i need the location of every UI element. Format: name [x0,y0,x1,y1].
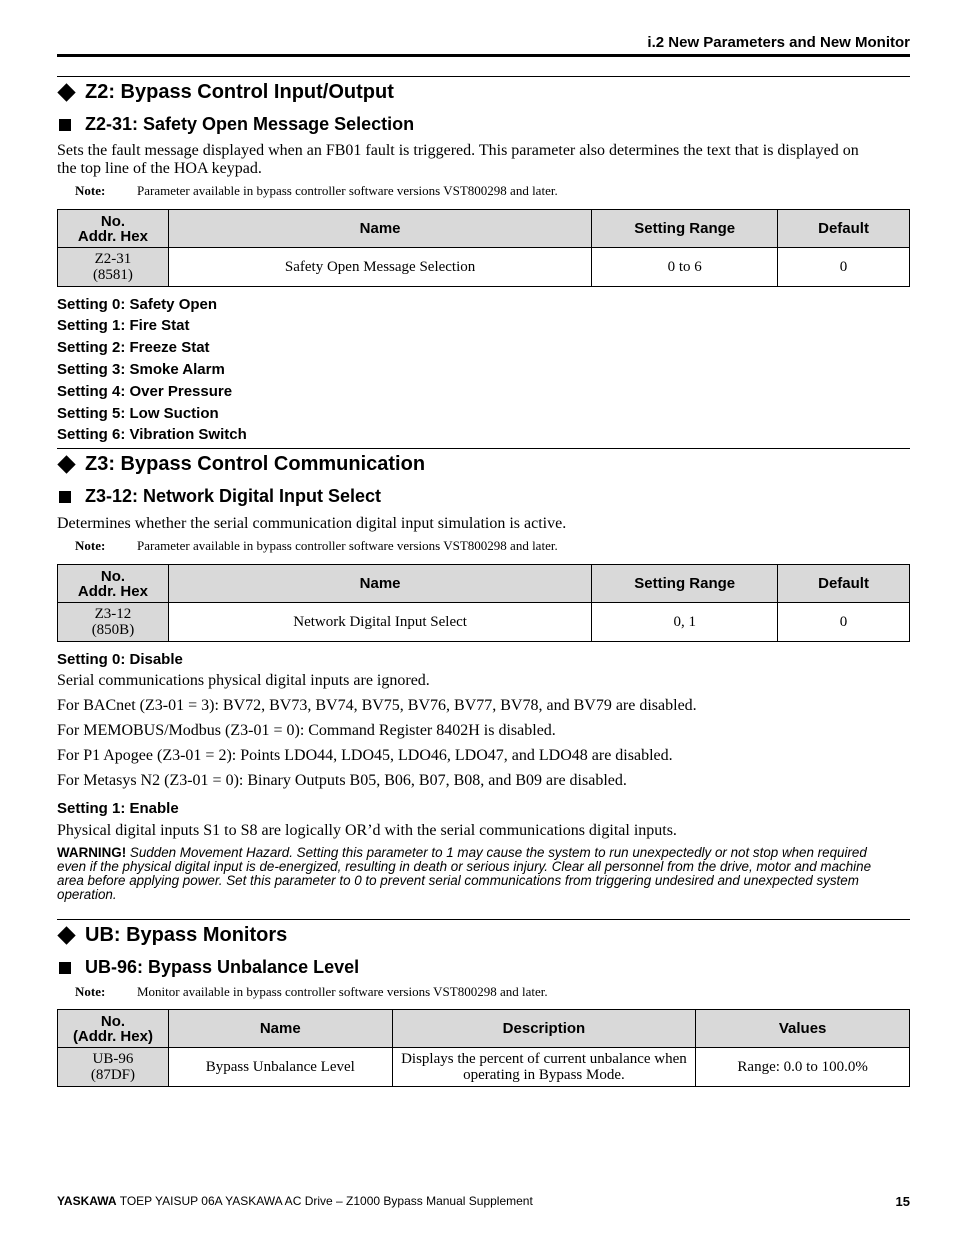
setting-0-line: For P1 Apogee (Z3-01 = 2): Points LDO44, LDO45, LDO46, LDO47, and LDO48 are disabled. [57,747,673,764]
setting-4: Setting 4: Over Pressure [57,383,233,400]
col-header-name: Name [168,1010,392,1048]
note-label: Note: [75,984,106,999]
z3-12-description: Determines whether the serial communication digital input simulation is active. [57,515,567,532]
section-title: UB: Bypass Monitors [85,924,288,946]
cell-name: Network Digital Input Select [168,603,591,642]
setting-1: Setting 1: Fire Stat [57,317,190,334]
note-label: Note: [75,183,106,198]
cell-no: UB-96 (87DF) [58,1048,169,1087]
section-title: Z2: Bypass Control Input/Output [85,81,394,103]
diamond-bullet-icon [57,83,75,101]
note-text: Parameter available in bypass controller software versions VST800298 and later. [137,183,558,198]
page-number: 15 [895,1194,910,1209]
cell-no: Z3-12 (850B) [58,603,169,642]
setting-5: Setting 5: Low Suction [57,405,219,422]
note-label: Note: [75,538,106,553]
subsection-title: Z3-12: Network Digital Input Select [85,486,382,506]
cell-range: 0 to 6 [592,248,778,287]
col-header-no: No. Addr. Hex [58,565,169,603]
col-header-default: Default [778,210,910,248]
cell-description: Displays the percent of current unbalance when operating in Bypass Mode. [392,1048,696,1087]
setting-0-line: For MEMOBUS/Modbus (Z3-01 = 0): Command Register 8402H is disabled. [57,722,556,739]
z2-31-note [75,183,558,199]
setting-0-line: Serial communications physical digital inputs are ignored. [57,672,430,689]
section-heading-z3 [57,453,425,476]
warning-block: WARNING! Sudden Movement Hazard. Setting this parameter to 1 may cause the system to run unexpectedly or not stop when required even if the physical digital input is de-energized, resulting in death or serious injury. Clear all personnel from the drive, motor and machine area before applying power. Set this parameter to 0 to prevent serial communications from triggering undesired and unexpected system operation. [57,845,872,902]
z2-31-description: Sets the fault message displayed when an FB01 fault is triggered. This parameter also determines the text that is displayed on the top line of the HOA keypad. [57,142,859,177]
col-header-range: Setting Range [592,565,778,603]
cell-default: 0 [778,603,910,642]
col-header-range: Setting Range [592,210,778,248]
section-rule [57,448,910,449]
subsection-heading-z3-12 [57,486,381,507]
diamond-bullet-icon [57,455,75,473]
square-bullet-icon [59,119,71,131]
col-header-no: No. (Addr. Hex) [58,1010,169,1048]
cell-no: Z2-31 (8581) [58,248,169,287]
cell-values: Range: 0.0 to 100.0% [696,1048,910,1087]
cell-name: Bypass Unbalance Level [168,1048,392,1087]
running-header: i.2 New Parameters and New Monitor [647,34,910,51]
table-header-row [58,565,910,603]
footer-text: YASKAWA TOEP YAISUP 06A YASKAWA AC Drive – Z1000 Bypass Manual Supplement [57,1194,533,1208]
setting-0-line: For BACnet (Z3-01 = 3): BV72, BV73, BV74, BV75, BV76, BV77, BV78, and BV79 are disabled. [57,697,697,714]
subsection-heading-z2-31 [57,114,414,135]
ub-96-note [75,984,548,1000]
warning-label: WARNING! [57,845,127,860]
square-bullet-icon [59,962,71,974]
section-title: Z3: Bypass Control Communication [85,453,426,475]
setting-1-text: Physical digital inputs S1 to S8 are logically OR’d with the serial communications digital inputs. [57,822,677,839]
setting-6: Setting 6: Vibration Switch [57,426,247,443]
setting-3: Setting 3: Smoke Alarm [57,361,225,378]
diamond-bullet-icon [57,926,75,944]
cell-range: 0, 1 [592,603,778,642]
col-header-default: Default [778,565,910,603]
table-header-row [58,210,910,248]
col-header-name: Name [168,210,591,248]
table-row [58,1048,910,1087]
cell-default: 0 [778,248,910,287]
section-rule [57,76,910,77]
z3-12-parameter-table [57,564,910,642]
table-header-row [58,1010,910,1048]
col-header-name: Name [168,565,591,603]
setting-0: Setting 0: Safety Open [57,296,218,313]
ub-96-monitor-table [57,1009,910,1087]
subsection-title: Z2-31: Safety Open Message Selection [85,114,415,134]
subsection-title: UB-96: Bypass Unbalance Level [85,957,360,977]
setting-1-enable: Setting 1: Enable [57,800,179,817]
col-header-values: Values [696,1010,910,1048]
note-text: Parameter available in bypass controller software versions VST800298 and later. [137,538,558,553]
table-row [58,603,910,642]
header-rule [57,54,910,57]
section-rule [57,919,910,920]
square-bullet-icon [59,491,71,503]
col-header-description: Description [392,1010,696,1048]
note-text: Monitor available in bypass controller software versions VST800298 and later. [137,984,548,999]
table-row [58,248,910,287]
col-header-no: No. Addr. Hex [58,210,169,248]
setting-0-disable: Setting 0: Disable [57,651,183,668]
z3-12-note [75,538,558,554]
section-heading-z2 [57,81,394,104]
cell-name: Safety Open Message Selection [168,248,591,287]
setting-0-line: For Metasys N2 (Z3-01 = 0): Binary Outputs B05, B06, B07, B08, and B09 are disabled. [57,772,627,789]
subsection-heading-ub-96 [57,957,359,978]
footer-brand: YASKAWA [57,1194,117,1208]
section-heading-ub [57,924,287,947]
z2-31-parameter-table [57,209,910,287]
setting-2: Setting 2: Freeze Stat [57,339,210,356]
